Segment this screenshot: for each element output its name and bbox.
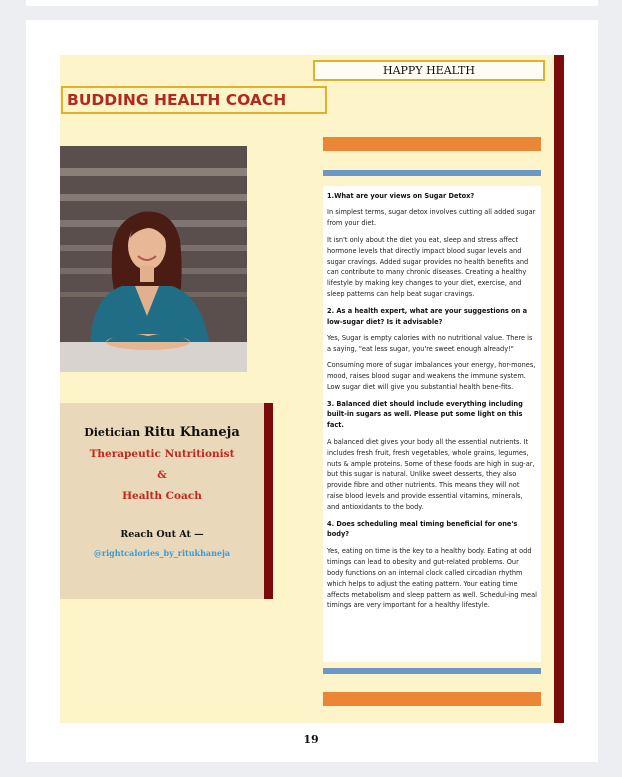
answer-3-paragraph-1: A balanced diet gives your body all the essential nutrients. It includes fresh fruit, fresh vegetables, whole grains, legumes, nuts & ample proteins. Some of these foods are high in sug-ar, but this sugar is natural. Unlike sweet desserts, they also provide fibre and other nutrients. This means they will not raise blood levels and provide essential vitamins, minerals, and antioxidants to the body. (327, 437, 535, 512)
profile-name: Ritu Khaneja (144, 425, 240, 440)
reach-out-label: Reach Out At — (120, 529, 204, 540)
answer-4-paragraph-1: Yes, eating on time is the key to a healthy body. Eating at odd timings can lead to obesity and gut-related problems. Our body functions on an internal clock called circadian rhythm which helps to adjust the eating pattern. Your eating time affects metabolism and sleep pattern as well. Schedul-ing meal timings are very important for a healthy lifestyle. (327, 546, 537, 610)
answer-1-paragraph-1: In simplest terms, sugar detox involves cutting all added sugar from your diet. (327, 208, 536, 228)
blue-divider-bottom (323, 668, 541, 674)
section-title: BUDDING HEALTH COACH (61, 86, 327, 114)
orange-divider-bottom (323, 692, 541, 706)
social-handle: @rightcalories_by_ritukhaneja (93, 548, 231, 558)
previous-page-edge (26, 0, 598, 6)
right-accent-bar (554, 55, 564, 723)
interview-article (323, 186, 541, 662)
profile-role-2: Health Coach (122, 490, 202, 502)
answer-2-paragraph-1: Yes, Sugar is empty calories with no nutritional value. There is a saying, "eat less sugar, you're sweet enough already!" (327, 333, 533, 353)
magazine-header: HAPPY HEALTH (313, 60, 545, 81)
question-3: 3. Balanced diet should include everything including built-in sugars as well. Please put some light on this fact. (327, 399, 523, 430)
profile-card-accent-bar (264, 403, 273, 599)
answer-2-paragraph-2: Consuming more of sugar imbalances your energy, hor-mones, mood, raises blood sugar and weakens the immune system. Low sugar diet will give you substantial health bene-fits. (327, 361, 536, 392)
page-number: 19 (303, 733, 319, 746)
portrait-illustration (60, 146, 247, 372)
blue-divider-top (323, 170, 541, 176)
question-1: 1.What are your views on Sugar Detox? (327, 192, 475, 200)
profile-name-prefix: Dietician (84, 426, 141, 439)
profile-name-line (60, 425, 264, 440)
answer-1-paragraph-2: It isn't only about the diet you eat, sleep and stress affect hormone levels that directly impact blood sugar levels and sugar cravings. Added sugar provides no health benefits and can contribute to many chronic diseases. Creating a healthy lifestyle by making key changes to your diet, exercise, and sleep patterns can help beat sugar cravings. (327, 235, 529, 299)
profile-role-1: Therapeutic Nutritionist (89, 448, 235, 460)
question-2: 2. As a health expert, what are your suggestions on a low-sugar diet? Is it advisable? (327, 306, 528, 326)
profile-card (60, 403, 264, 599)
orange-divider-top (323, 137, 541, 151)
profile-ampersand: & (157, 469, 167, 481)
question-4: 4. Does scheduling meal timing beneficial for one's body? (327, 519, 518, 539)
portrait-photo (60, 146, 247, 372)
